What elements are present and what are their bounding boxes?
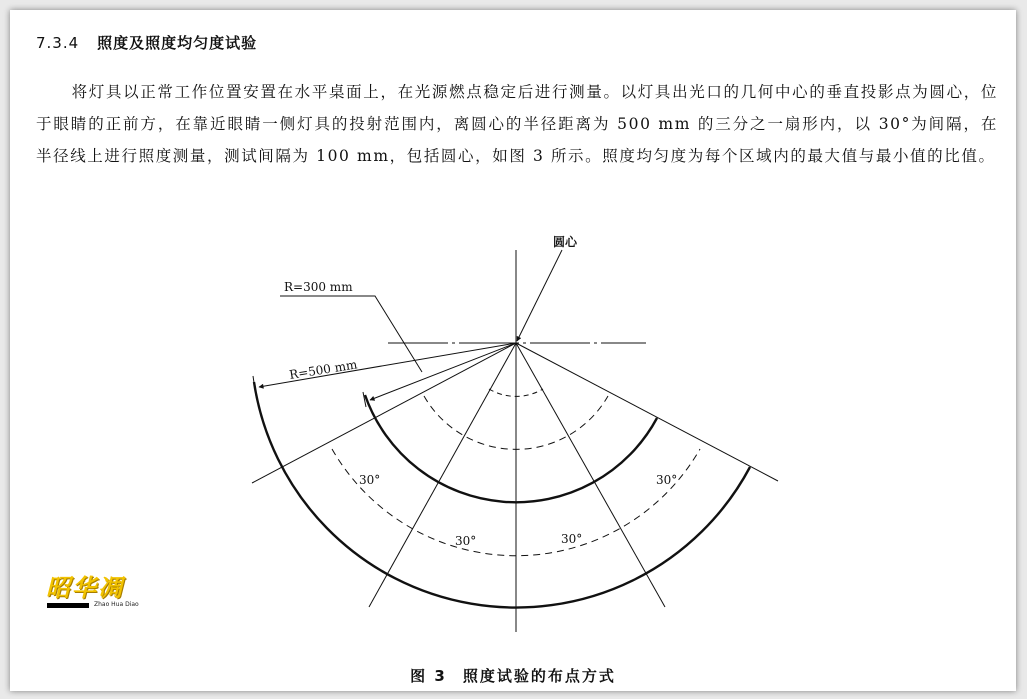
paragraph-text: 将灯具以正常工作位置安置在水平桌面上，在光源燃点稳定后进行测量。以灯具出光口的几何中心的垂直投影点为圆心，位于眼睛的正前方，在靠近眼睛一侧灯具的投射范围内，离圆心的半径距离为 500 mm 的三分之一扇形内，以 30°为间隔，在半径线上进行照度测量，测试间隔为 100 mm，包括圆心，如图 3 所示。照度均匀度为每个区域内的最大值与最小值的比值。 xyxy=(36,83,998,165)
center-label: 圆心 xyxy=(553,235,578,249)
r300-label: R=300 mm xyxy=(284,280,353,294)
section-title: 照度及照度均匀度试验 xyxy=(97,34,258,52)
watermark-logo-text: 昭华凋 xyxy=(46,574,124,602)
watermark-subtext: Zhao Hua Diao xyxy=(94,601,139,608)
angle-label-left: 30° xyxy=(359,473,381,487)
outer-arc-r500 xyxy=(254,382,750,608)
angle-label-right: 30° xyxy=(656,473,678,487)
r500-label: R=500 mm xyxy=(288,357,359,382)
radial-line-left-60 xyxy=(252,343,516,483)
center-leader-arrow xyxy=(517,250,562,341)
radial-line-left-30 xyxy=(369,343,516,607)
figure-number: 图 3 xyxy=(410,667,447,685)
watermark-logo xyxy=(46,568,156,618)
inner-arc-r300 xyxy=(365,395,657,502)
watermark-bar xyxy=(47,603,89,608)
figure-caption xyxy=(10,665,1016,686)
section-number: 7.3.4 xyxy=(36,34,80,52)
angle-label-bottom-left: 30° xyxy=(455,534,477,548)
figure-title: 照度试验的布点方式 xyxy=(462,667,616,685)
measurement-layout-diagram xyxy=(10,10,1016,691)
angle-label-bottom-right: 30° xyxy=(561,532,583,546)
r300-dimension-arrow xyxy=(370,343,516,400)
document-page xyxy=(10,10,1016,691)
